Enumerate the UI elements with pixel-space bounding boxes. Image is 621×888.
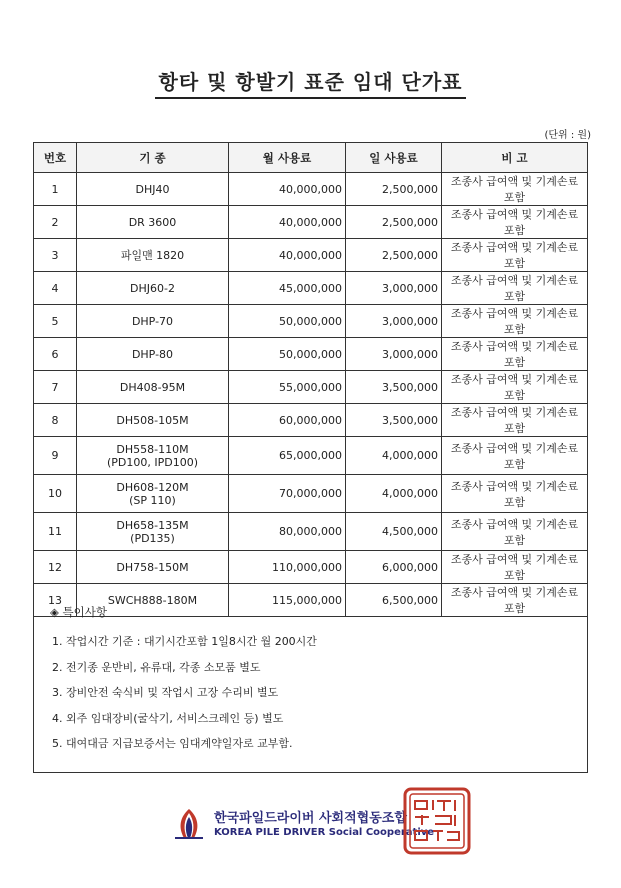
row-model bbox=[77, 404, 229, 437]
model-line: DHJ60-2 bbox=[130, 281, 175, 295]
row-note: 조종사 급여액 및 기계손료 포함 bbox=[442, 338, 588, 371]
row-monthly-fee: 60,000,000 bbox=[229, 404, 346, 437]
row-daily-fee: 3,000,000 bbox=[346, 338, 442, 371]
table-header-row bbox=[34, 143, 588, 173]
unit-label: (단위 : 원) bbox=[544, 130, 591, 141]
table-row bbox=[34, 206, 588, 239]
row-number: 8 bbox=[34, 404, 77, 437]
row-number: 9 bbox=[34, 437, 77, 475]
row-note: 조종사 급여액 및 기계손료 포함 bbox=[442, 551, 588, 584]
row-note: 조종사 급여액 및 기계손료 포함 bbox=[442, 272, 588, 305]
model-line: DHJ40 bbox=[135, 182, 170, 196]
row-daily-fee: 4,000,000 bbox=[346, 475, 442, 513]
row-number: 1 bbox=[34, 173, 77, 206]
row-model bbox=[77, 272, 229, 305]
table-row bbox=[34, 551, 588, 584]
model-line: DH658-135M bbox=[116, 518, 189, 532]
row-daily-fee: 4,500,000 bbox=[346, 513, 442, 551]
row-model bbox=[77, 475, 229, 513]
row-model bbox=[77, 239, 229, 272]
header-model: 기 종 bbox=[77, 143, 229, 173]
row-note: 조종사 급여액 및 기계손료 포함 bbox=[442, 513, 588, 551]
row-model bbox=[77, 551, 229, 584]
rate-table bbox=[33, 142, 588, 617]
notes-heading: ◈ 특이사항 bbox=[50, 605, 107, 619]
row-daily-fee: 6,000,000 bbox=[346, 551, 442, 584]
row-daily-fee: 4,000,000 bbox=[346, 437, 442, 475]
table-row bbox=[34, 437, 588, 475]
row-monthly-fee: 50,000,000 bbox=[229, 305, 346, 338]
row-daily-fee: 2,500,000 bbox=[346, 173, 442, 206]
row-number: 4 bbox=[34, 272, 77, 305]
row-daily-fee: 3,500,000 bbox=[346, 404, 442, 437]
table-row bbox=[34, 475, 588, 513]
cooperative-logo-icon bbox=[172, 807, 206, 841]
row-daily-fee: 6,500,000 bbox=[346, 584, 442, 617]
row-daily-fee: 2,500,000 bbox=[346, 239, 442, 272]
model-line: DR 3600 bbox=[128, 215, 177, 229]
row-monthly-fee: 65,000,000 bbox=[229, 437, 346, 475]
row-monthly-fee: 45,000,000 bbox=[229, 272, 346, 305]
row-note: 조종사 급여액 및 기계손료 포함 bbox=[442, 239, 588, 272]
row-model bbox=[77, 371, 229, 404]
model-line: DH558-110M bbox=[116, 442, 189, 456]
model-line: DHP-80 bbox=[131, 347, 174, 361]
row-number: 6 bbox=[34, 338, 77, 371]
row-number: 11 bbox=[34, 513, 77, 551]
note-item: 2. 전기종 운반비, 유류대, 각종 소모품 별도 bbox=[52, 660, 261, 674]
note-item: 1. 작업시간 기준 : 대기시간포함 1일8시간 월 200시간 bbox=[52, 635, 317, 648]
row-note: 조종사 급여액 및 기계손료 포함 bbox=[442, 437, 588, 475]
row-number: 10 bbox=[34, 475, 77, 513]
row-note: 조종사 급여액 및 기계손료 포함 bbox=[442, 173, 588, 206]
model-line: (SP 110) bbox=[129, 493, 176, 507]
model-line: DHP-70 bbox=[131, 314, 174, 328]
table-row bbox=[34, 173, 588, 206]
row-number: 12 bbox=[34, 551, 77, 584]
row-model bbox=[77, 338, 229, 371]
model-line: DH758-150M bbox=[116, 560, 189, 574]
row-daily-fee: 3,500,000 bbox=[346, 371, 442, 404]
row-model bbox=[77, 206, 229, 239]
note-item: 3. 장비안전 숙식비 및 작업시 고장 수리비 별도 bbox=[52, 686, 279, 699]
page-title: 항타 및 항발기 표준 임대 단가표 bbox=[0, 66, 621, 95]
note-item: 4. 외주 임대장비(굴삭기, 서비스크레인 등) 별도 bbox=[52, 711, 284, 725]
row-model bbox=[77, 173, 229, 206]
row-note: 조종사 급여액 및 기계손료 포함 bbox=[442, 371, 588, 404]
header-monthly: 월 사용료 bbox=[229, 143, 346, 173]
row-monthly-fee: 115,000,000 bbox=[229, 584, 346, 617]
notes-section bbox=[33, 593, 588, 773]
model-line: (PD135) bbox=[130, 531, 175, 545]
row-number: 7 bbox=[34, 371, 77, 404]
org-name-korean: 한국파일드라이버 사회적협동조합 bbox=[214, 811, 407, 826]
row-monthly-fee: 40,000,000 bbox=[229, 173, 346, 206]
table-row bbox=[34, 371, 588, 404]
row-daily-fee: 2,500,000 bbox=[346, 206, 442, 239]
table-row bbox=[34, 513, 588, 551]
model-line: DH608-120M bbox=[116, 480, 189, 494]
header-daily: 일 사용료 bbox=[346, 143, 442, 173]
row-number: 2 bbox=[34, 206, 77, 239]
row-daily-fee: 3,000,000 bbox=[346, 305, 442, 338]
row-model bbox=[77, 513, 229, 551]
row-monthly-fee: 40,000,000 bbox=[229, 206, 346, 239]
row-model bbox=[77, 305, 229, 338]
table-row bbox=[34, 305, 588, 338]
row-number: 3 bbox=[34, 239, 77, 272]
model-line: (PD100, IPD100) bbox=[106, 455, 199, 469]
header-note: 비 고 bbox=[442, 143, 588, 173]
row-monthly-fee: 110,000,000 bbox=[229, 551, 346, 584]
row-monthly-fee: 50,000,000 bbox=[229, 338, 346, 371]
table-row bbox=[34, 338, 588, 371]
official-seal-stamp bbox=[403, 787, 471, 855]
row-note: 조종사 급여액 및 기계손료 포함 bbox=[442, 206, 588, 239]
row-note: 조종사 급여액 및 기계손료 포함 bbox=[442, 404, 588, 437]
row-note: 조종사 급여액 및 기계손료 포함 bbox=[442, 584, 588, 617]
model-line: 파일맨 1820 bbox=[120, 249, 185, 262]
table-row bbox=[34, 239, 588, 272]
org-name-english: KOREA PILE DRIVER Social Cooperative bbox=[214, 827, 435, 838]
model-line: DH408-95M bbox=[119, 380, 186, 394]
table-row bbox=[34, 272, 588, 305]
table-row bbox=[34, 404, 588, 437]
row-monthly-fee: 70,000,000 bbox=[229, 475, 346, 513]
note-item: 5. 대여대금 지급보증서는 임대계약일자로 교부함. bbox=[52, 737, 293, 750]
row-monthly-fee: 80,000,000 bbox=[229, 513, 346, 551]
model-line: SWCH888-180M bbox=[107, 593, 198, 607]
model-line: DH508-105M bbox=[116, 413, 189, 427]
notes-list bbox=[52, 633, 317, 761]
row-monthly-fee: 55,000,000 bbox=[229, 371, 346, 404]
row-note: 조종사 급여액 및 기계손료 포함 bbox=[442, 305, 588, 338]
row-number: 5 bbox=[34, 305, 77, 338]
row-model bbox=[77, 437, 229, 475]
row-number: 13 bbox=[34, 584, 77, 617]
row-daily-fee: 3,000,000 bbox=[346, 272, 442, 305]
row-monthly-fee: 40,000,000 bbox=[229, 239, 346, 272]
row-note: 조종사 급여액 및 기계손료 포함 bbox=[442, 475, 588, 513]
header-no: 번호 bbox=[34, 143, 77, 173]
